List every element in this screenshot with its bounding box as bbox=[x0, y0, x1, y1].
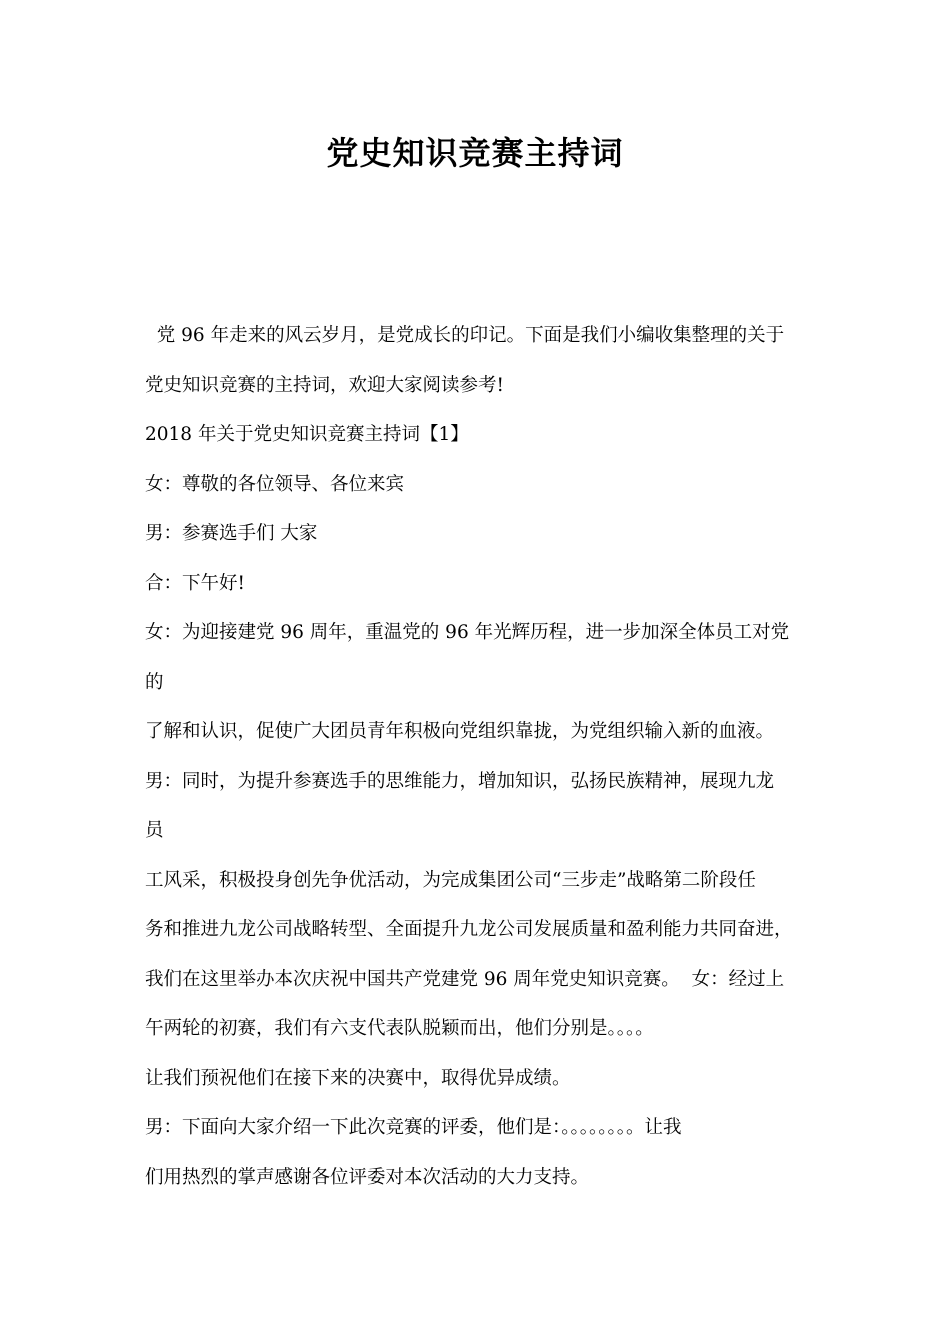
text-line: 女：为迎接建党 96 周年，重温党的 96 年光辉历程，进一步加深全体员工对党 bbox=[145, 622, 790, 643]
text-line: 员 bbox=[145, 820, 164, 841]
text-line: 男：同时，为提升参赛选手的思维能力，增加知识，弘扬民族精神，展现九龙 bbox=[145, 770, 775, 792]
text-line: 务和推进九龙公司战略转型、全面提升九龙公司发展质量和盈利能力共同奋进， bbox=[145, 919, 793, 940]
text-line: 让我们预祝他们在接下来的决赛中，取得优异成绩。 bbox=[145, 1067, 571, 1089]
text-line: 们用热烈的掌声感谢各位评委对本次活动的大力支持。 bbox=[145, 1166, 590, 1188]
text-line: 党 96 年走来的风云岁月，是党成长的印记。下面是我们小编收集整理的关于 bbox=[145, 325, 785, 346]
document-title: 党史知识竞赛主持词 bbox=[326, 134, 624, 172]
text-line: 我们在这里举办本次庆祝中国共产党建党 96 周年党史知识竞赛。 女：经过上 bbox=[145, 968, 785, 990]
text-line: 2018 年关于党史知识竞赛主持词【1】 bbox=[145, 424, 469, 445]
text-line: 党史知识竞赛的主持词，欢迎大家阅读参考! bbox=[145, 374, 504, 396]
text-line: 合：下午好! bbox=[145, 572, 245, 594]
text-line: 的 bbox=[145, 671, 164, 693]
text-line: 工风采，积极投身创先争优活动，为完成集团公司“三步走”战略第二阶段任 bbox=[145, 869, 756, 891]
document-body bbox=[145, 318, 825, 1209]
text-line: 午两轮的初赛，我们有六支代表队脱颖而出，他们分别是。。。。 bbox=[145, 1018, 654, 1039]
text-line: 男：下面向大家介绍一下此次竞赛的评委，他们是：。。。。。。。。让我 bbox=[145, 1117, 682, 1138]
text-line: 了解和认识，促使广大团员青年积极向党组织靠拢，为党组织输入新的血液。 bbox=[145, 721, 775, 742]
text-line: 女：尊敬的各位领导、各位来宾 bbox=[145, 473, 405, 495]
text-line: 男：参赛选手们 大家 bbox=[145, 523, 318, 544]
